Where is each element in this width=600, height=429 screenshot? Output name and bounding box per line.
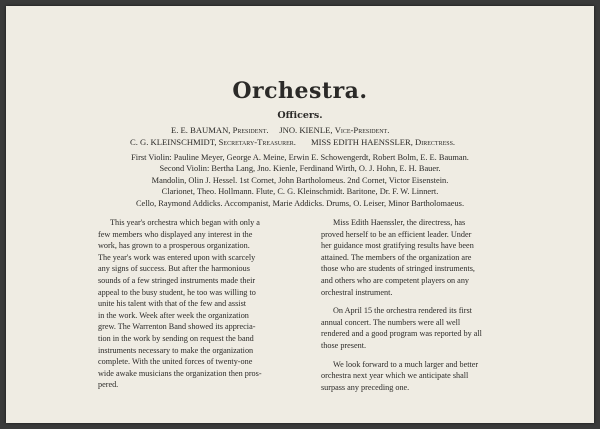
text-line: Miss Edith Haenssler, the directress, has	[333, 218, 466, 227]
text-line: work, has grown to a prosperous organization.	[98, 241, 250, 251]
text-line: attained. The members of the organization are	[321, 252, 472, 262]
text-line: The year's work was entered upon with scarcely	[98, 252, 256, 262]
president-title: President.	[232, 125, 269, 135]
members-line: First Violin: Pauline Meyer, George A. Meine, Erwin E. Schowengerdt, Robert Bolm, E. E. Bauman.	[131, 153, 469, 162]
left-column	[98, 217, 294, 391]
vice-president-name: JNO. KIENLE,	[279, 125, 333, 135]
text-line: This year's orchestra which began with only a	[110, 218, 260, 227]
text-line: tion in the work by sending on request the band	[98, 333, 254, 343]
secretary-title: Secretary-Treasurer.	[218, 137, 296, 147]
text-line: annual concert. The numbers were all well	[321, 317, 461, 327]
text-line: instruments necessary to make the organization	[98, 345, 254, 355]
directress-name: MISS EDITH HAENSSLER,	[310, 137, 413, 147]
text-line: orchestra next year which we anticipate shall	[321, 371, 469, 381]
members-line: Clarionet, Theo. Hollmann. Flute, C. G. Kleinschmidt. Baritone, Dr. F. W. Linnert.	[161, 187, 439, 197]
members-line: Cello, Raymond Addicks. Accompanist, Marie Addicks. Drums, O. Leiser, Minor Bartholomaeus.	[135, 198, 465, 208]
text-line: those who are students of stringed instruments,	[321, 264, 475, 274]
paragraph-gap	[321, 298, 519, 305]
text-line: complete. With the united forces of twenty-one	[98, 357, 253, 367]
page-title: Orchestra.	[232, 78, 368, 104]
text-line: orchestral instrument.	[321, 287, 393, 297]
text-line: those present.	[321, 340, 367, 350]
text-line: grew. The Warrenton Band showed its apprecia-	[98, 322, 256, 332]
text-line: in the work. Week after week the organization	[98, 310, 249, 320]
members-line: Second Violin: Bertha Lang, Jno. Kienle, Ferdinand Wirth, O. J. Hohn, E. H. Bauer.	[159, 164, 441, 174]
president-name: E. E. BAUMAN,	[171, 125, 231, 135]
officers-line-2	[130, 137, 455, 147]
secretary-name: C. G. KLEINSCHMIDT,	[130, 137, 217, 147]
members-list	[6, 152, 594, 209]
text-line: sounds of a few stringed instruments made their	[98, 275, 256, 285]
officers-heading: Officers.	[277, 110, 323, 121]
text-line: and others who are competent players on any	[321, 275, 470, 285]
document-page	[6, 6, 594, 423]
text-line: unite his talent with that of the few and assist	[98, 299, 247, 309]
text-line: rendered and a good program was reported by all	[321, 329, 482, 339]
text-line: wide awake musicians the organization then pros-	[98, 368, 262, 378]
text-line: On April 15 the orchestra rendered its first	[333, 306, 472, 316]
text-line: her guidance most gratifying results have been	[321, 241, 474, 251]
text-line: pered.	[98, 380, 119, 390]
paragraph-gap	[321, 352, 519, 359]
officers-line-1	[171, 125, 389, 135]
text-line: any signs of success. But after the harmonious	[98, 264, 250, 274]
text-line: surpass any preceding one.	[321, 382, 410, 392]
text-line: We look forward to a much larger and better	[333, 359, 479, 369]
directress-title: Directress.	[415, 137, 456, 147]
text-line: appeal to the busy student, he too was willing to	[98, 287, 256, 297]
text-line: proved herself to be an efficient leader. Under	[321, 229, 472, 239]
vice-president-title: Vice-President.	[334, 125, 390, 135]
members-line: Mandolin, Olin J. Hessel. 1st Cornet, John Bartholomeus. 2nd Cornet, Victor Eisenstein.	[151, 175, 449, 185]
text-line: few members who displayed any interest in the	[98, 229, 253, 239]
right-column	[321, 217, 519, 393]
